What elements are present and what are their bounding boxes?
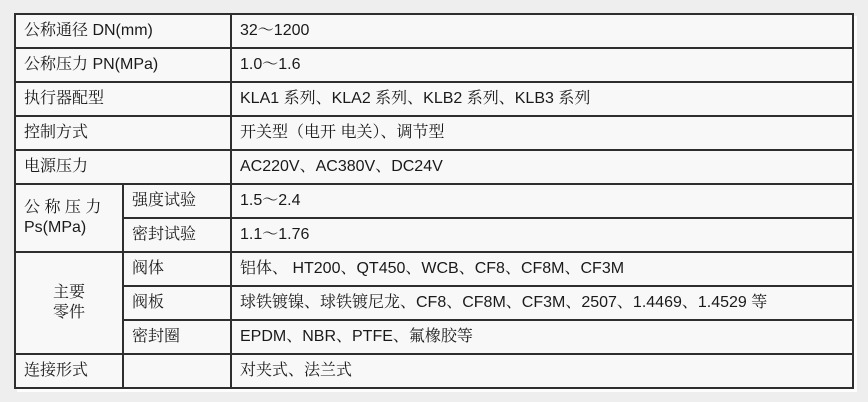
spec-label: 公称通径 DN(mm) (15, 14, 231, 48)
spec-sublabel: 强度试验 (123, 184, 231, 218)
row-seal-ring (15, 320, 853, 354)
row-seal-test (15, 218, 853, 252)
group-label-line2: Ps(MPa) (24, 219, 87, 236)
spacer-cell (123, 354, 231, 388)
row-control-mode (15, 116, 853, 150)
row-strength-test (15, 184, 853, 218)
group-label-line2: 零件 (52, 304, 85, 321)
row-nominal-pressure (15, 48, 853, 82)
spec-value: 对夹式、法兰式 (231, 354, 853, 388)
group-label-main-parts (15, 252, 123, 354)
spec-value: EPDM、NBR、PTFE、氟橡胶等 (231, 320, 853, 354)
spec-sublabel: 阀板 (123, 286, 231, 320)
spec-label: 控制方式 (15, 116, 231, 150)
group-label-line1: 主要 (52, 284, 85, 301)
spec-value: 铝体、 HT200、QT450、WCB、CF8、CF8M、CF3M (231, 252, 853, 286)
row-actuator-config (15, 82, 853, 116)
spec-label: 电源压力 (15, 150, 231, 184)
group-label-line1: 公 称 压 力 (24, 199, 102, 216)
spec-sublabel: 密封圈 (123, 320, 231, 354)
spec-value: 开关型（电开 电关）、调节型 (231, 116, 853, 150)
spec-value: 球铁镀镍、球铁镀尼龙、CF8、CF8M、CF3M、2507、1.4469、1.4529 等 (231, 286, 853, 320)
row-valve-plate (15, 286, 853, 320)
group-label-test-pressure (15, 184, 123, 252)
spec-label: 公称压力 PN(MPa) (15, 48, 231, 82)
spec-table (14, 13, 854, 389)
spec-label: 连接形式 (15, 354, 123, 388)
spec-value: 1.1～1.76 (231, 218, 853, 252)
spec-value: AC220V、AC380V、DC24V (231, 150, 853, 184)
spec-value: KLA1 系列、KLA2 系列、KLB2 系列、KLB3 系列 (231, 82, 853, 116)
spec-sublabel: 密封试验 (123, 218, 231, 252)
row-valve-body (15, 252, 853, 286)
row-nominal-diameter (15, 14, 853, 48)
row-power-supply (15, 150, 853, 184)
row-connection-type (15, 354, 853, 388)
spec-value: 1.5～2.4 (231, 184, 853, 218)
spec-sublabel: 阀体 (123, 252, 231, 286)
spec-value: 1.0～1.6 (231, 48, 853, 82)
spec-label: 执行器配型 (15, 82, 231, 116)
spec-value: 32～1200 (231, 14, 853, 48)
